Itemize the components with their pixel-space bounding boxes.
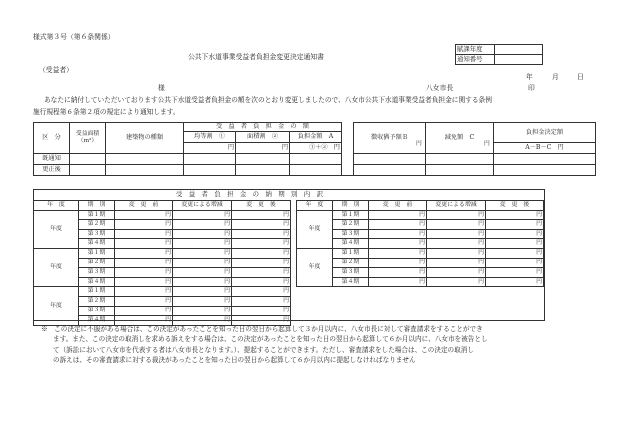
notice-number-label: 通知番号 — [456, 55, 495, 65]
period-label: 第１期 — [333, 210, 369, 220]
amount-cell[interactable]: 円 — [232, 210, 291, 220]
area-price-yen: 円 — [236, 143, 290, 154]
amount-cell[interactable]: 円 — [369, 248, 427, 258]
amount-cell[interactable]: 円 — [115, 210, 173, 220]
installment-row — [297, 239, 544, 249]
amount-cell[interactable]: 円 — [232, 296, 291, 306]
amount-cell[interactable]: 円 — [486, 239, 544, 249]
amount-cell[interactable]: 円 — [427, 258, 486, 268]
total-header: 負担金決定額 — [494, 123, 596, 143]
installment-row — [297, 220, 544, 230]
cell[interactable] — [354, 154, 426, 165]
amount-cell[interactable]: 円 — [486, 258, 544, 268]
amount-cell[interactable]: 円 — [427, 229, 486, 239]
year-cell[interactable]: 年度 — [34, 210, 79, 248]
charge-group-header: 受 益 者 負 担 金 の 額 — [184, 123, 342, 132]
charge-table — [33, 122, 596, 176]
installment-header: 変 更 前 — [115, 201, 173, 211]
period-label: 第２期 — [333, 258, 369, 268]
amount-cell[interactable]: 円 — [427, 277, 486, 287]
amount-cell[interactable]: 円 — [173, 220, 232, 230]
period-label: 第４期 — [79, 316, 115, 326]
period-label: 第３期 — [79, 268, 115, 278]
installment-row — [297, 277, 544, 287]
amount-cell[interactable]: 円 — [173, 287, 232, 297]
deferred-yen: 円 — [416, 141, 422, 147]
cell[interactable] — [354, 165, 426, 176]
reduction-yen: 円 — [484, 141, 490, 147]
year-cell[interactable]: 年度 — [34, 248, 79, 286]
amount-cell[interactable]: 円 — [173, 229, 232, 239]
period-label: 第４期 — [79, 239, 115, 249]
cell[interactable] — [106, 165, 184, 176]
date-day: 日 — [577, 73, 584, 81]
amount-cell[interactable]: 円 — [486, 229, 544, 239]
installment-header: 変 更 前 — [369, 201, 427, 211]
installment-header: 期 別 — [79, 201, 115, 211]
area-price-header: 面積割 ② — [236, 132, 290, 143]
cell[interactable] — [426, 165, 494, 176]
amount-cell[interactable]: 円 — [115, 239, 173, 249]
cell[interactable] — [106, 154, 184, 165]
fiscal-year-label: 賦課年度 — [456, 45, 495, 55]
cell[interactable] — [426, 154, 494, 165]
year-cell[interactable]: 年度 — [297, 248, 333, 286]
amount-cell[interactable]: 円 — [115, 220, 173, 230]
period-label: 第２期 — [79, 258, 115, 268]
installment-title: 受 益 者 負 担 金 の 納 期 別 内 訳 — [176, 190, 323, 198]
amount-cell[interactable]: 円 — [173, 306, 232, 316]
cell[interactable] — [184, 154, 236, 165]
period-label: 第１期 — [79, 210, 115, 220]
amount-cell[interactable]: 円 — [115, 268, 173, 278]
period-label: 第４期 — [79, 277, 115, 287]
period-label: 第２期 — [333, 220, 369, 230]
amount-cell[interactable]: 円 — [369, 268, 427, 278]
note-line: ます。また、この決定の取消しを求める訴えをする場合は、この決定があったことを知った日の翌日から起算して６か月以内に、八女市を被告とし — [53, 335, 488, 344]
installment-header: 変更による増減 — [173, 201, 232, 211]
building-type-header: 建築物の種類 — [106, 123, 184, 154]
amount-cell[interactable]: 円 — [369, 220, 427, 230]
seal-mark: 印 — [528, 84, 535, 92]
amount-cell[interactable]: 円 — [232, 258, 291, 268]
amount-cell[interactable]: 円 — [232, 229, 291, 239]
kubun-header: 区 分 — [34, 123, 70, 154]
total-formula: A－B－C 円 — [494, 143, 596, 154]
amount-cell[interactable]: 円 — [173, 239, 232, 249]
installment-row — [297, 210, 544, 220]
period-label: 第２期 — [79, 220, 115, 230]
cell[interactable] — [236, 165, 290, 176]
gap — [342, 123, 354, 165]
cell[interactable] — [70, 154, 106, 165]
amount-cell[interactable]: 円 — [173, 316, 232, 326]
installment-table-left — [33, 200, 291, 326]
amount-cell[interactable]: 円 — [369, 210, 427, 220]
intro-line-1: あなたに納付していただいております公共下水道受益者負担金の額を次のとおり変更しましたので、八女市公共下水道事業受益者負担金に関する条例 — [44, 96, 492, 104]
amount-cell[interactable]: 円 — [486, 220, 544, 230]
period-label: 第１期 — [333, 248, 369, 258]
deferred-header: 徴収猶予額Ｂ — [354, 123, 426, 154]
installment-row — [34, 287, 291, 297]
period-label: 第３期 — [79, 229, 115, 239]
amount-header: 負担金額 A — [290, 132, 342, 143]
amount-cell[interactable]: 円 — [427, 268, 486, 278]
mayor-label: 八女市長 — [426, 84, 454, 92]
cell[interactable] — [494, 154, 596, 165]
cell[interactable] — [290, 165, 342, 176]
installment-row — [297, 229, 544, 239]
notes-block — [41, 324, 601, 365]
cell[interactable] — [236, 154, 290, 165]
amount-cell[interactable]: 円 — [486, 277, 544, 287]
form-number: 様式第３号（第６条関係） — [33, 33, 115, 41]
amount-cell[interactable]: 円 — [173, 268, 232, 278]
installment-header: 変更による増減 — [427, 201, 486, 211]
amount-cell[interactable]: 円 — [173, 210, 232, 220]
period-label: 第３期 — [333, 229, 369, 239]
amount-cell[interactable]: 円 — [115, 316, 173, 326]
amount-cell[interactable]: 円 — [173, 277, 232, 287]
note-line: の訴えは、その審査請求に対する裁決があったことを知った日の翌日から起算して６か月以内に提起しなければなりません — [53, 355, 416, 364]
period-label: 第３期 — [333, 268, 369, 278]
cell[interactable] — [184, 165, 236, 176]
cell[interactable] — [70, 165, 106, 176]
amount-cell[interactable]: 円 — [369, 239, 427, 249]
amount-cell[interactable]: 円 — [369, 277, 427, 287]
page-title: 公共下水道事業受益者負担金変更決定通知書 — [188, 53, 324, 61]
amount-cell[interactable]: 円 — [232, 268, 291, 278]
amount-formula: ①＋② 円 — [290, 143, 342, 154]
fiscal-year-value[interactable] — [495, 45, 543, 55]
amount-cell[interactable]: 円 — [427, 239, 486, 249]
installment-header: 年 度 — [297, 201, 333, 211]
period-label: 第４期 — [333, 239, 369, 249]
notice-number-value[interactable] — [495, 55, 543, 65]
cell[interactable] — [494, 165, 596, 176]
reduction-header: 減免額 C — [426, 123, 494, 154]
amount-cell[interactable]: 円 — [486, 268, 544, 278]
cell[interactable] — [290, 154, 342, 165]
amount-cell[interactable]: 円 — [486, 248, 544, 258]
installment-header: 変 更 後 — [232, 201, 291, 211]
amount-cell[interactable]: 円 — [232, 287, 291, 297]
amount-cell[interactable]: 円 — [232, 220, 291, 230]
intro-line-2: 施行規程第６条第２項の規定により通知します。 — [33, 108, 180, 116]
row-label-previous: 既通知 — [34, 154, 70, 165]
note-line: ※ この決定に不服がある場合は、この決定があったことを知った日の翌日から起算して３か月以内に、八女市長に対して審査請求をすることができ — [41, 325, 483, 333]
amount-cell[interactable]: 円 — [115, 229, 173, 239]
date-year: 年 — [526, 73, 533, 81]
amount-cell[interactable]: 円 — [232, 306, 291, 316]
date-month: 月 — [552, 73, 559, 81]
amount-cell[interactable]: 円 — [115, 306, 173, 316]
installment-row — [34, 248, 291, 258]
period-label: 第１期 — [79, 248, 115, 258]
amount-cell[interactable]: 円 — [427, 220, 486, 230]
period-label: 第２期 — [79, 296, 115, 306]
year-cell[interactable]: 年度 — [297, 210, 333, 248]
installment-header: 年 度 — [34, 201, 79, 211]
period-label: 第３期 — [79, 306, 115, 316]
installment-header: 変 更 後 — [486, 201, 544, 211]
unit-price-yen: 円 — [184, 143, 236, 154]
amount-cell[interactable]: 円 — [115, 258, 173, 268]
note-line: て（訴訟において八女市を代表する者は八女市長となります。）、提起することができます。ただし、審査請求をした場合は、この決定の取消し — [53, 345, 474, 354]
amount-cell[interactable]: 円 — [369, 229, 427, 239]
period-label: 第１期 — [79, 287, 115, 297]
period-label: 第４期 — [333, 277, 369, 287]
amount-cell[interactable]: 円 — [232, 239, 291, 249]
row-previous — [34, 154, 596, 165]
amount-cell[interactable]: 円 — [427, 210, 486, 220]
amount-cell[interactable]: 円 — [115, 287, 173, 297]
amount-cell[interactable]: 円 — [173, 296, 232, 306]
gap — [342, 165, 354, 176]
installment-row — [34, 210, 291, 220]
amount-cell[interactable]: 円 — [427, 248, 486, 258]
installment-row — [297, 248, 544, 258]
recipient-label: （受益者） — [39, 66, 73, 74]
amount-cell[interactable]: 円 — [173, 258, 232, 268]
installment-header: 期 別 — [333, 201, 369, 211]
year-cell[interactable]: 年度 — [34, 287, 79, 325]
amount-cell[interactable]: 円 — [115, 277, 173, 287]
amount-cell[interactable]: 円 — [232, 277, 291, 287]
row-corrected — [34, 165, 596, 176]
installment-table-right — [296, 200, 544, 287]
amount-cell[interactable]: 円 — [369, 258, 427, 268]
installment-row — [297, 258, 544, 268]
office-box — [455, 44, 543, 65]
amount-cell[interactable]: 円 — [486, 210, 544, 220]
amount-cell[interactable]: 円 — [115, 296, 173, 306]
amount-cell[interactable]: 円 — [232, 248, 291, 258]
amount-cell[interactable]: 円 — [232, 316, 291, 326]
unit-price-header: 均等割 ① — [184, 132, 236, 143]
sama-label: 様 — [158, 84, 165, 92]
amount-cell[interactable]: 円 — [173, 248, 232, 258]
area-header: 受益面積 （m²） — [70, 123, 106, 154]
installment-row — [297, 268, 544, 278]
row-label-corrected: 更正後 — [34, 165, 70, 176]
amount-cell[interactable]: 円 — [115, 248, 173, 258]
